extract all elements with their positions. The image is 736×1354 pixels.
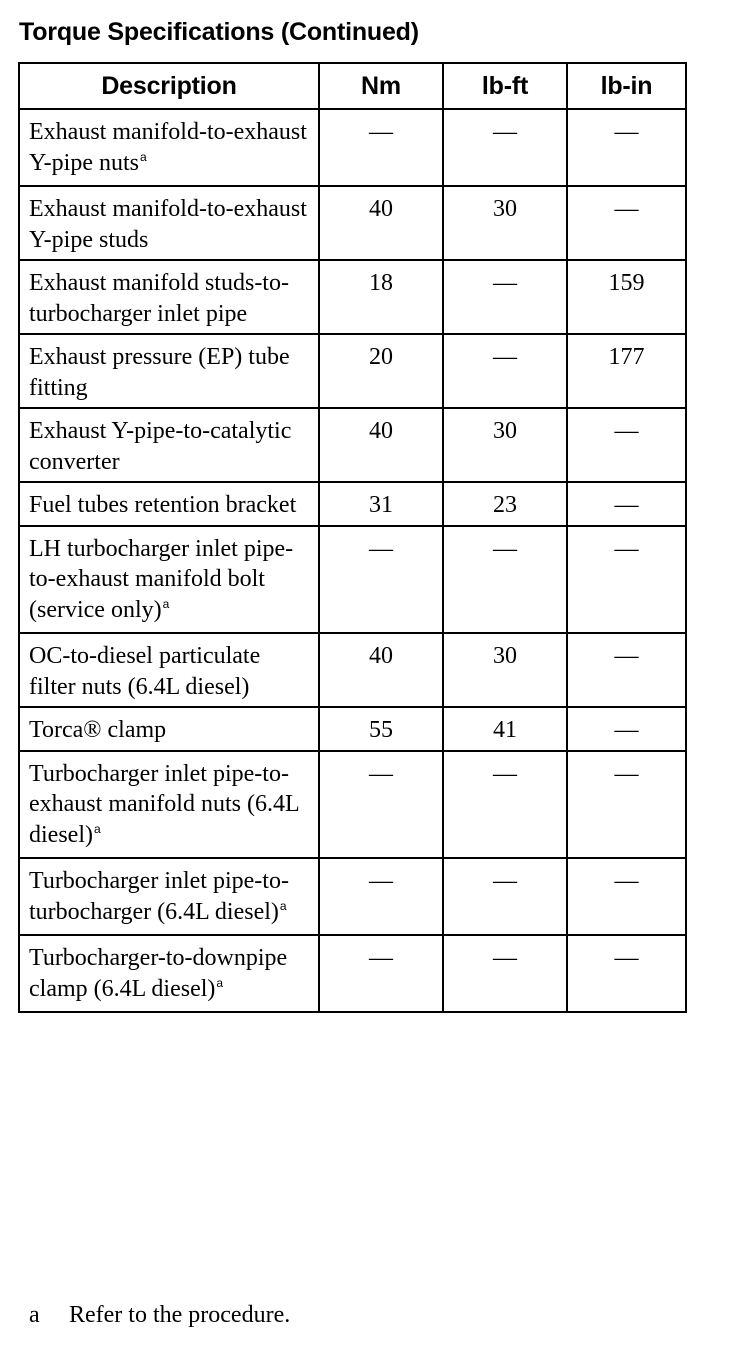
description-text: Fuel tubes retention bracket (29, 492, 297, 518)
description-text: LH turbocharger inlet pipe-to-exhaust manifold bolt (service only) (29, 535, 294, 623)
description-text: Turbocharger inlet pipe-to-exhaust manifold nuts (6.4L diesel) (29, 760, 299, 848)
value-nm: 55 (319, 707, 443, 751)
footnote-marker: a (93, 821, 101, 836)
value-lbft: — (443, 109, 567, 186)
table-row (19, 751, 686, 859)
table-row (19, 334, 686, 408)
value-nm: 31 (319, 482, 443, 526)
table-footnote (29, 1298, 290, 1332)
value-nm: — (319, 526, 443, 634)
description-text: OC-to-diesel particulate filter nuts (6.4L diesel) (29, 643, 261, 700)
footnote-marker: a (140, 149, 147, 164)
value-lbin: 177 (567, 334, 686, 408)
header-description: Description (19, 63, 319, 109)
value-lbft: 30 (443, 408, 567, 482)
value-nm: — (319, 935, 443, 1012)
value-lbin: — (567, 935, 686, 1012)
description-text: Exhaust Y-pipe-to-catalytic converter (29, 418, 292, 475)
row-description (19, 408, 319, 482)
row-description (19, 109, 319, 186)
footnote-marker: a (279, 898, 287, 913)
value-lbin: — (567, 186, 686, 260)
table-row (19, 633, 686, 707)
row-description (19, 633, 319, 707)
description-text: Turbocharger inlet pipe-to-turbocharger (6.4L diesel) (29, 868, 289, 925)
value-nm: — (319, 109, 443, 186)
value-lbft: — (443, 260, 567, 334)
row-description (19, 858, 319, 935)
header-lbin: lb-in (567, 63, 686, 109)
table-row (19, 109, 686, 186)
description-text: Exhaust manifold-to-exhaust Y-pipe nuts (29, 119, 307, 176)
description-text: Exhaust manifold studs-to-turbocharger inlet pipe (29, 270, 289, 327)
value-lbin: — (567, 751, 686, 859)
page-title: Torque Specifications (Continued) (19, 18, 419, 46)
header-nm: Nm (319, 63, 443, 109)
value-lbft: — (443, 751, 567, 859)
row-description (19, 707, 319, 751)
value-lbin: — (567, 633, 686, 707)
table-row (19, 526, 686, 634)
value-lbft: 30 (443, 633, 567, 707)
value-nm: 18 (319, 260, 443, 334)
table-row (19, 186, 686, 260)
value-lbin: — (567, 526, 686, 634)
row-description (19, 751, 319, 859)
row-description (19, 482, 319, 526)
table-row (19, 858, 686, 935)
value-lbft: — (443, 935, 567, 1012)
value-lbft: 23 (443, 482, 567, 526)
value-nm: 20 (319, 334, 443, 408)
value-lbin: — (567, 408, 686, 482)
torque-spec-table (18, 62, 687, 1013)
value-lbin: 159 (567, 260, 686, 334)
table-row (19, 260, 686, 334)
value-lbft: 41 (443, 707, 567, 751)
header-row (19, 63, 686, 109)
value-nm: — (319, 751, 443, 859)
value-nm: 40 (319, 186, 443, 260)
value-lbft: — (443, 858, 567, 935)
row-description (19, 526, 319, 634)
value-lbin: — (567, 482, 686, 526)
table-row (19, 482, 686, 526)
footnote-marker: a (162, 596, 170, 611)
value-nm: 40 (319, 633, 443, 707)
header-lbft: lb-ft (443, 63, 567, 109)
row-description (19, 186, 319, 260)
table-row (19, 707, 686, 751)
footnote-text: Refer to the procedure. (69, 1302, 291, 1328)
footnote-marker: a (216, 975, 224, 990)
description-text: Turbocharger-to-downpipe clamp (6.4L diesel) (29, 945, 288, 1002)
value-nm: — (319, 858, 443, 935)
description-text: Exhaust pressure (EP) tube fitting (29, 344, 290, 401)
value-lbin: — (567, 109, 686, 186)
table-row (19, 408, 686, 482)
table-row (19, 935, 686, 1012)
row-description (19, 334, 319, 408)
row-description (19, 260, 319, 334)
value-lbft: — (443, 334, 567, 408)
value-nm: 40 (319, 408, 443, 482)
description-text: Torca® clamp (29, 717, 167, 743)
value-lbft: 30 (443, 186, 567, 260)
value-lbin: — (567, 707, 686, 751)
row-description (19, 935, 319, 1012)
value-lbft: — (443, 526, 567, 634)
footnote-key: a (29, 1302, 40, 1328)
value-lbin: — (567, 858, 686, 935)
description-text: Exhaust manifold-to-exhaust Y-pipe studs (29, 196, 307, 253)
